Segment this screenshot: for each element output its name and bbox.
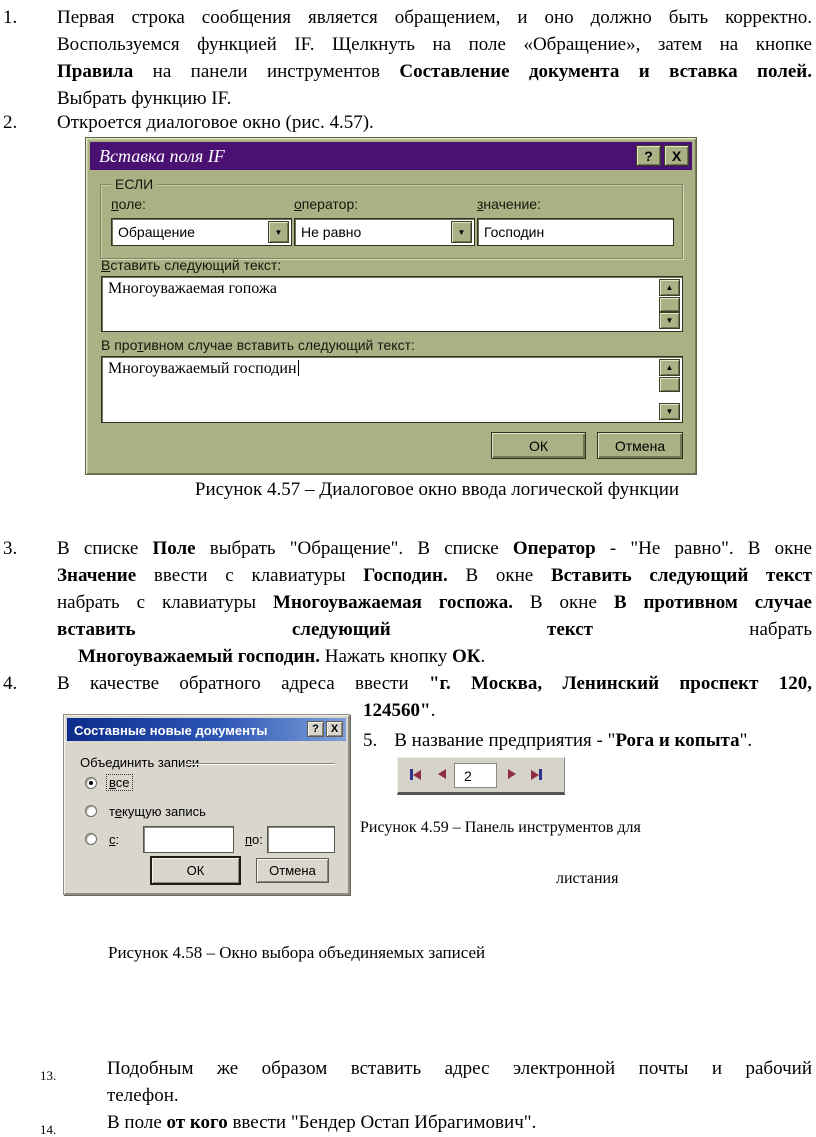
figure-caption-457: Рисунок 4.57 – Диалоговое окно ввода логической функции bbox=[194, 479, 680, 500]
radio-current-record-label[interactable]: текущую запись bbox=[109, 804, 206, 819]
from-input[interactable] bbox=[143, 826, 234, 853]
first-record-icon bbox=[413, 770, 421, 780]
field-dropdown-value: Обращение bbox=[118, 224, 195, 240]
value-input[interactable] bbox=[477, 218, 674, 246]
ok-button[interactable]: ОК bbox=[150, 856, 241, 885]
if-field-dialog bbox=[85, 137, 697, 475]
text-line: набрать с клавиатуры Многоуважаемая госпожа. В окне В противном случае bbox=[57, 592, 812, 613]
if-dialog-titlebar[interactable] bbox=[90, 142, 692, 170]
list-item-3 bbox=[0, 535, 812, 670]
help-button[interactable] bbox=[307, 721, 324, 737]
next-record-button[interactable] bbox=[508, 769, 516, 779]
list-item-2 bbox=[0, 109, 812, 136]
scroll-down-icon[interactable]: ▼ bbox=[659, 312, 680, 329]
text-line: В качестве обратного адреса ввести "г. Москва, Ленинский проспект 120, bbox=[57, 673, 812, 694]
cancel-button[interactable]: Отмена bbox=[597, 432, 683, 459]
list-number: 1. bbox=[3, 7, 18, 28]
to-label: по: bbox=[245, 832, 263, 847]
merge-dialog-titlebar[interactable] bbox=[67, 718, 346, 741]
value-label: значение: bbox=[477, 196, 541, 212]
operator-dropdown[interactable] bbox=[294, 218, 475, 246]
radio-from-to[interactable] bbox=[85, 833, 97, 845]
paragraph: Откроется диалоговое окно (рис. 4.57). bbox=[57, 112, 374, 133]
if-condition-group bbox=[100, 176, 683, 259]
value-input-text: Господин bbox=[484, 224, 545, 240]
text-line: Воспользуемся функцией IF. Щелкнуть на поле «Обращение», затем на кнопке bbox=[57, 34, 812, 55]
previous-record-icon bbox=[438, 769, 446, 779]
text-line: Многоуважаемый господин. Нажать кнопку ОК. bbox=[78, 646, 486, 667]
text-line: Первая строка сообщения является обращением, и оно должно быть корректно. bbox=[57, 7, 812, 28]
if-dialog-system-buttons bbox=[636, 145, 689, 166]
list-number: 3. bbox=[3, 538, 18, 559]
from-label[interactable]: с: bbox=[109, 832, 120, 847]
record-number-input[interactable] bbox=[454, 763, 497, 788]
list-item-5 bbox=[363, 727, 752, 754]
merge-group-label: Объединить записи bbox=[80, 755, 200, 770]
close-button[interactable] bbox=[326, 721, 343, 737]
figure-caption-459-line2: листания bbox=[556, 870, 619, 887]
help-icon: ? bbox=[644, 147, 653, 164]
scroll-down-icon[interactable]: ▼ bbox=[659, 403, 680, 420]
close-button[interactable] bbox=[664, 145, 689, 166]
list-number: 4. bbox=[3, 673, 18, 694]
paragraph: В поле от кого ввести "Бендер Остап Ибрагимович". bbox=[107, 1112, 537, 1133]
dropdown-arrow-icon[interactable]: ▼ bbox=[451, 221, 472, 243]
scroll-thumb[interactable] bbox=[659, 377, 680, 392]
merge-records-dialog bbox=[63, 714, 350, 895]
text-line: Выбрать функцию IF. bbox=[57, 88, 232, 109]
dropdown-arrow-icon[interactable]: ▼ bbox=[268, 221, 289, 243]
else-text-label: В противном случае вставить следующий текст: bbox=[101, 337, 415, 353]
scroll-thumb[interactable] bbox=[659, 297, 680, 312]
next-record-icon bbox=[508, 769, 516, 779]
insert-text-area[interactable] bbox=[101, 276, 683, 332]
to-input[interactable] bbox=[267, 826, 335, 853]
operator-dropdown-value: Не равно bbox=[301, 224, 362, 240]
operator-label: оператор: bbox=[294, 196, 359, 212]
list-item-1 bbox=[0, 4, 812, 112]
help-button[interactable] bbox=[636, 145, 661, 166]
first-record-button[interactable] bbox=[410, 769, 421, 780]
text-cursor bbox=[298, 360, 299, 376]
field-dropdown[interactable] bbox=[111, 218, 292, 246]
list-number: 13. bbox=[40, 1068, 57, 1083]
merge-dialog-title: Составные новые документы bbox=[74, 723, 268, 738]
text-line: Подобным же образом вставить адрес электронной почты и рабочий bbox=[107, 1058, 812, 1079]
field-label: поле: bbox=[111, 196, 146, 212]
list-number: 14. bbox=[40, 1122, 57, 1137]
merge-dialog-system-buttons bbox=[307, 721, 343, 737]
text-line: вставить следующий текст набрать bbox=[57, 619, 812, 640]
paragraph: В название предприятия - "Рога и копыта". bbox=[394, 730, 753, 751]
paragraph bbox=[107, 1055, 812, 1109]
previous-record-button[interactable] bbox=[438, 769, 446, 779]
else-text-area[interactable] bbox=[101, 356, 683, 423]
last-record-icon bbox=[539, 769, 542, 780]
radio-current-record[interactable] bbox=[85, 805, 97, 817]
if-dialog-title: Вставка поля IF bbox=[99, 146, 225, 166]
scrollbar[interactable] bbox=[659, 279, 680, 329]
paragraph bbox=[57, 535, 812, 670]
last-record-icon bbox=[531, 770, 539, 780]
group-divider bbox=[186, 763, 335, 765]
if-group-label: ЕСЛИ bbox=[111, 176, 157, 192]
list-number: 5. bbox=[363, 730, 378, 751]
scrollbar[interactable] bbox=[659, 359, 680, 420]
else-text-value: Многоуважаемый господин bbox=[108, 360, 297, 377]
list-number: 2. bbox=[3, 112, 18, 133]
radio-all-label[interactable]: все bbox=[109, 775, 130, 790]
insert-text-value: Многоуважаемая гопожа bbox=[108, 280, 278, 297]
text-line: 124560". bbox=[363, 700, 436, 721]
close-icon: X bbox=[330, 723, 339, 735]
close-icon: X bbox=[671, 147, 682, 164]
last-record-button[interactable] bbox=[531, 769, 542, 780]
cancel-button[interactable]: Отмена bbox=[256, 858, 329, 883]
paragraph bbox=[57, 4, 812, 112]
text-line: Значение ввести с клавиатуры Господин. В окне Вставить следующий текст bbox=[57, 565, 812, 586]
radio-dot bbox=[89, 781, 93, 785]
help-icon: ? bbox=[312, 723, 319, 735]
insert-text-label: Вставить следующий текст: bbox=[101, 257, 282, 273]
text-line: Правила на панели инструментов Составление документа и вставка полей. bbox=[57, 61, 813, 82]
text-line: В списке Поле выбрать "Обращение". В списке Оператор - "Не равно". В окне bbox=[57, 538, 812, 559]
text-line: телефон. bbox=[107, 1085, 179, 1106]
figure-caption-459-line1: Рисунок 4.59 – Панель инструментов для bbox=[360, 819, 641, 836]
list-item-13 bbox=[0, 1055, 812, 1109]
ok-button[interactable]: ОК bbox=[491, 432, 586, 459]
record-navigation-toolbar bbox=[397, 757, 565, 795]
scroll-up-icon[interactable]: ▲ bbox=[659, 279, 680, 296]
figure-caption-458: Рисунок 4.58 – Окно выбора объединяемых записей bbox=[108, 943, 486, 962]
scroll-up-icon[interactable]: ▲ bbox=[659, 359, 680, 376]
list-item-14 bbox=[0, 1109, 812, 1136]
radio-all[interactable] bbox=[85, 777, 97, 789]
